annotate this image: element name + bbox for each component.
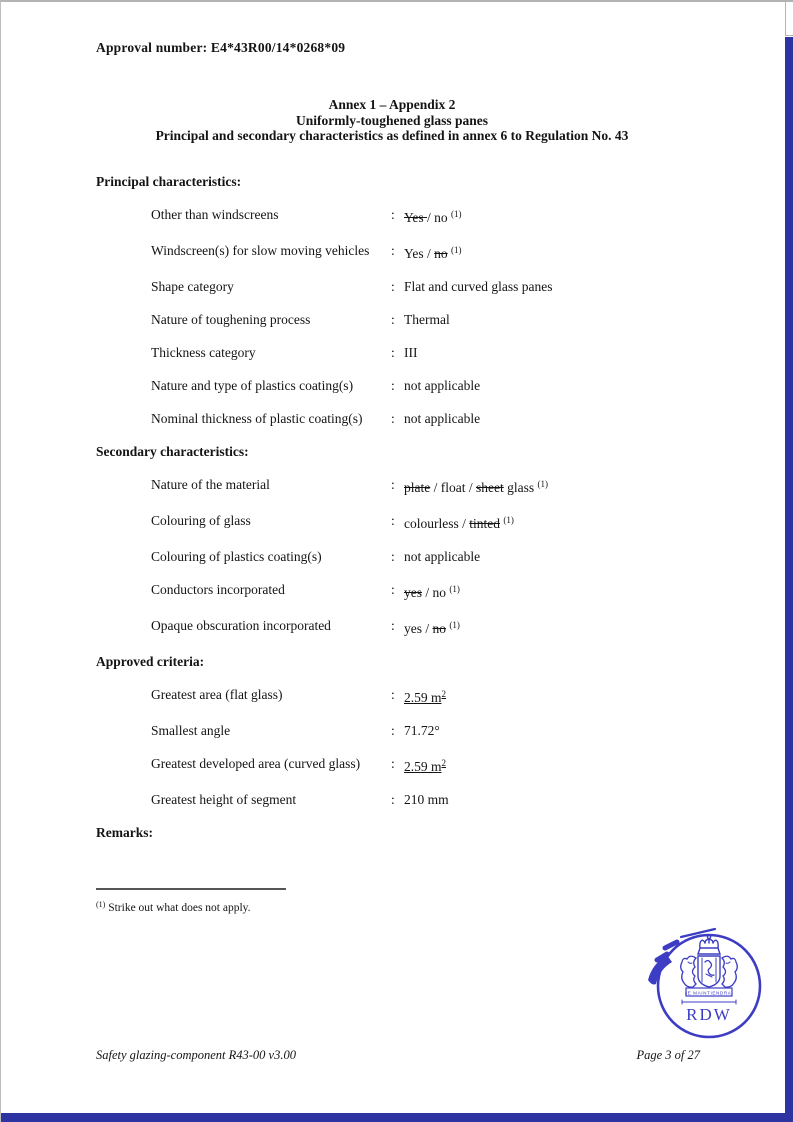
shield-icon xyxy=(698,956,720,987)
row-colon: : xyxy=(391,723,395,738)
row-label: Thickness category xyxy=(151,345,256,360)
row-greatest-height-segment xyxy=(151,791,773,808)
row-value: Thermal xyxy=(404,312,450,327)
footer-page-number: Page 3 of 27 xyxy=(636,1048,700,1062)
rdw-stamp xyxy=(645,924,767,1046)
row-value: colourless / tinted $^{(1)}$ xyxy=(404,515,514,531)
row-colon: : xyxy=(391,687,395,702)
row-windscreens-slow-moving xyxy=(151,242,773,262)
row-colon: : xyxy=(391,279,395,294)
characteristics-content xyxy=(1,173,773,857)
row-colon: : xyxy=(391,477,395,492)
row-colon: : xyxy=(391,618,395,633)
row-colon: : xyxy=(391,312,395,327)
row-label: Nature and type of plastics coating(s) xyxy=(151,378,354,393)
row-label: Opaque obscuration incorporated xyxy=(151,618,331,633)
document-title xyxy=(1,97,783,144)
row-colon: : xyxy=(391,792,395,807)
title-line-3: Principal and secondary characteristics as defined in annex 6 to Regulation No. 43 xyxy=(155,128,629,143)
row-label: Shape category xyxy=(151,279,234,294)
row-conductors-incorporated xyxy=(151,581,773,601)
row-colon: : xyxy=(391,411,395,426)
row-value: Yes / no $^{(1)}$ xyxy=(404,245,462,261)
row-label: Nature of toughening process xyxy=(151,312,311,327)
row-value: plate / float / sheet glass $^{(1)}$ xyxy=(404,479,548,495)
row-label: Windscreen(s) for slow moving vehicles xyxy=(151,243,370,258)
row-greatest-area-flat xyxy=(151,686,773,706)
row-value: 2.59 $m^2$ xyxy=(404,689,447,705)
row-value: 2.59 $m^2$ xyxy=(404,758,447,774)
row-label: Nature of the material xyxy=(151,477,270,492)
row-shape-category xyxy=(151,278,773,295)
page-footer xyxy=(96,1048,700,1063)
row-label: Smallest angle xyxy=(151,723,231,738)
row-value: not applicable xyxy=(404,549,481,564)
section-heading-secondary: Secondary characteristics: xyxy=(96,444,249,459)
lion-supporter-right-icon xyxy=(722,956,737,987)
row-label: Greatest developed area (curved glass) xyxy=(151,756,361,771)
footnote-divider xyxy=(96,888,286,890)
row-value: Yes / no $^{(1)}$ xyxy=(404,209,462,225)
row-smallest-angle xyxy=(151,722,773,739)
row-other-than-windscreens xyxy=(151,206,773,226)
title-line-2: Uniformly-toughened glass panes xyxy=(295,112,489,128)
row-value: 210 mm xyxy=(404,792,449,807)
row-colon: : xyxy=(391,756,395,771)
footnote-strike-out: $^{(1)}$ Strike out what does not apply. xyxy=(96,900,251,914)
lion-supporter-left-icon xyxy=(681,956,696,987)
horizontal-scrollbar[interactable] xyxy=(1,1113,793,1122)
row-colon: : xyxy=(391,243,395,258)
row-colon: : xyxy=(391,207,395,222)
stamp-org-text: RDW xyxy=(686,1005,732,1024)
row-label: Colouring of plastics coating(s) xyxy=(151,549,322,564)
row-value: 71.72° xyxy=(404,723,440,738)
scrollbar-corner xyxy=(785,2,793,36)
row-value: not applicable xyxy=(404,378,481,393)
title-line-1: Annex 1 – Appendix 2 xyxy=(328,97,456,112)
row-colouring-plastics-coating xyxy=(151,548,773,565)
row-plastics-coating-type xyxy=(151,377,773,394)
row-thickness-category xyxy=(151,344,773,361)
row-value: yes / no $^{(1)}$ xyxy=(404,584,460,600)
vertical-scrollbar[interactable] xyxy=(785,37,793,1113)
row-colon: : xyxy=(391,549,395,564)
row-colon: : xyxy=(391,513,395,528)
row-value: III xyxy=(404,345,418,360)
row-plastic-coating-thickness xyxy=(151,410,773,427)
row-value: Flat and curved glass panes xyxy=(404,279,553,294)
row-greatest-developed-area xyxy=(151,755,773,775)
section-heading-principal: Principal characteristics: xyxy=(96,174,242,189)
row-toughening-process xyxy=(151,311,773,328)
row-label: Conductors incorporated xyxy=(151,582,285,597)
row-label: Greatest area (flat glass) xyxy=(151,687,283,702)
row-nature-of-material xyxy=(151,476,773,496)
row-value: not applicable xyxy=(404,411,481,426)
row-label: Greatest height of segment xyxy=(151,792,297,807)
crown-icon xyxy=(698,935,720,954)
footer-document-version: Safety glazing-component R43-00 v3.00 xyxy=(96,1048,296,1062)
row-colon: : xyxy=(391,345,395,360)
stamp-motto-text: JE MAINTIENDRAI xyxy=(684,990,734,996)
approval-number: Approval number: E4*43R00/14*0268*09 xyxy=(96,40,346,55)
row-label: Other than windscreens xyxy=(151,207,279,222)
section-heading-approved-criteria: Approved criteria: xyxy=(96,654,205,669)
row-colouring-of-glass xyxy=(151,512,773,532)
row-colon: : xyxy=(391,378,395,393)
section-heading-remarks: Remarks: xyxy=(96,825,153,840)
row-colon: : xyxy=(391,582,395,597)
row-label: Nominal thickness of plastic coating(s) xyxy=(151,411,363,426)
row-value: yes / no $^{(1)}$ xyxy=(404,620,460,636)
row-label: Colouring of glass xyxy=(151,513,251,528)
row-opaque-obscuration xyxy=(151,617,773,637)
